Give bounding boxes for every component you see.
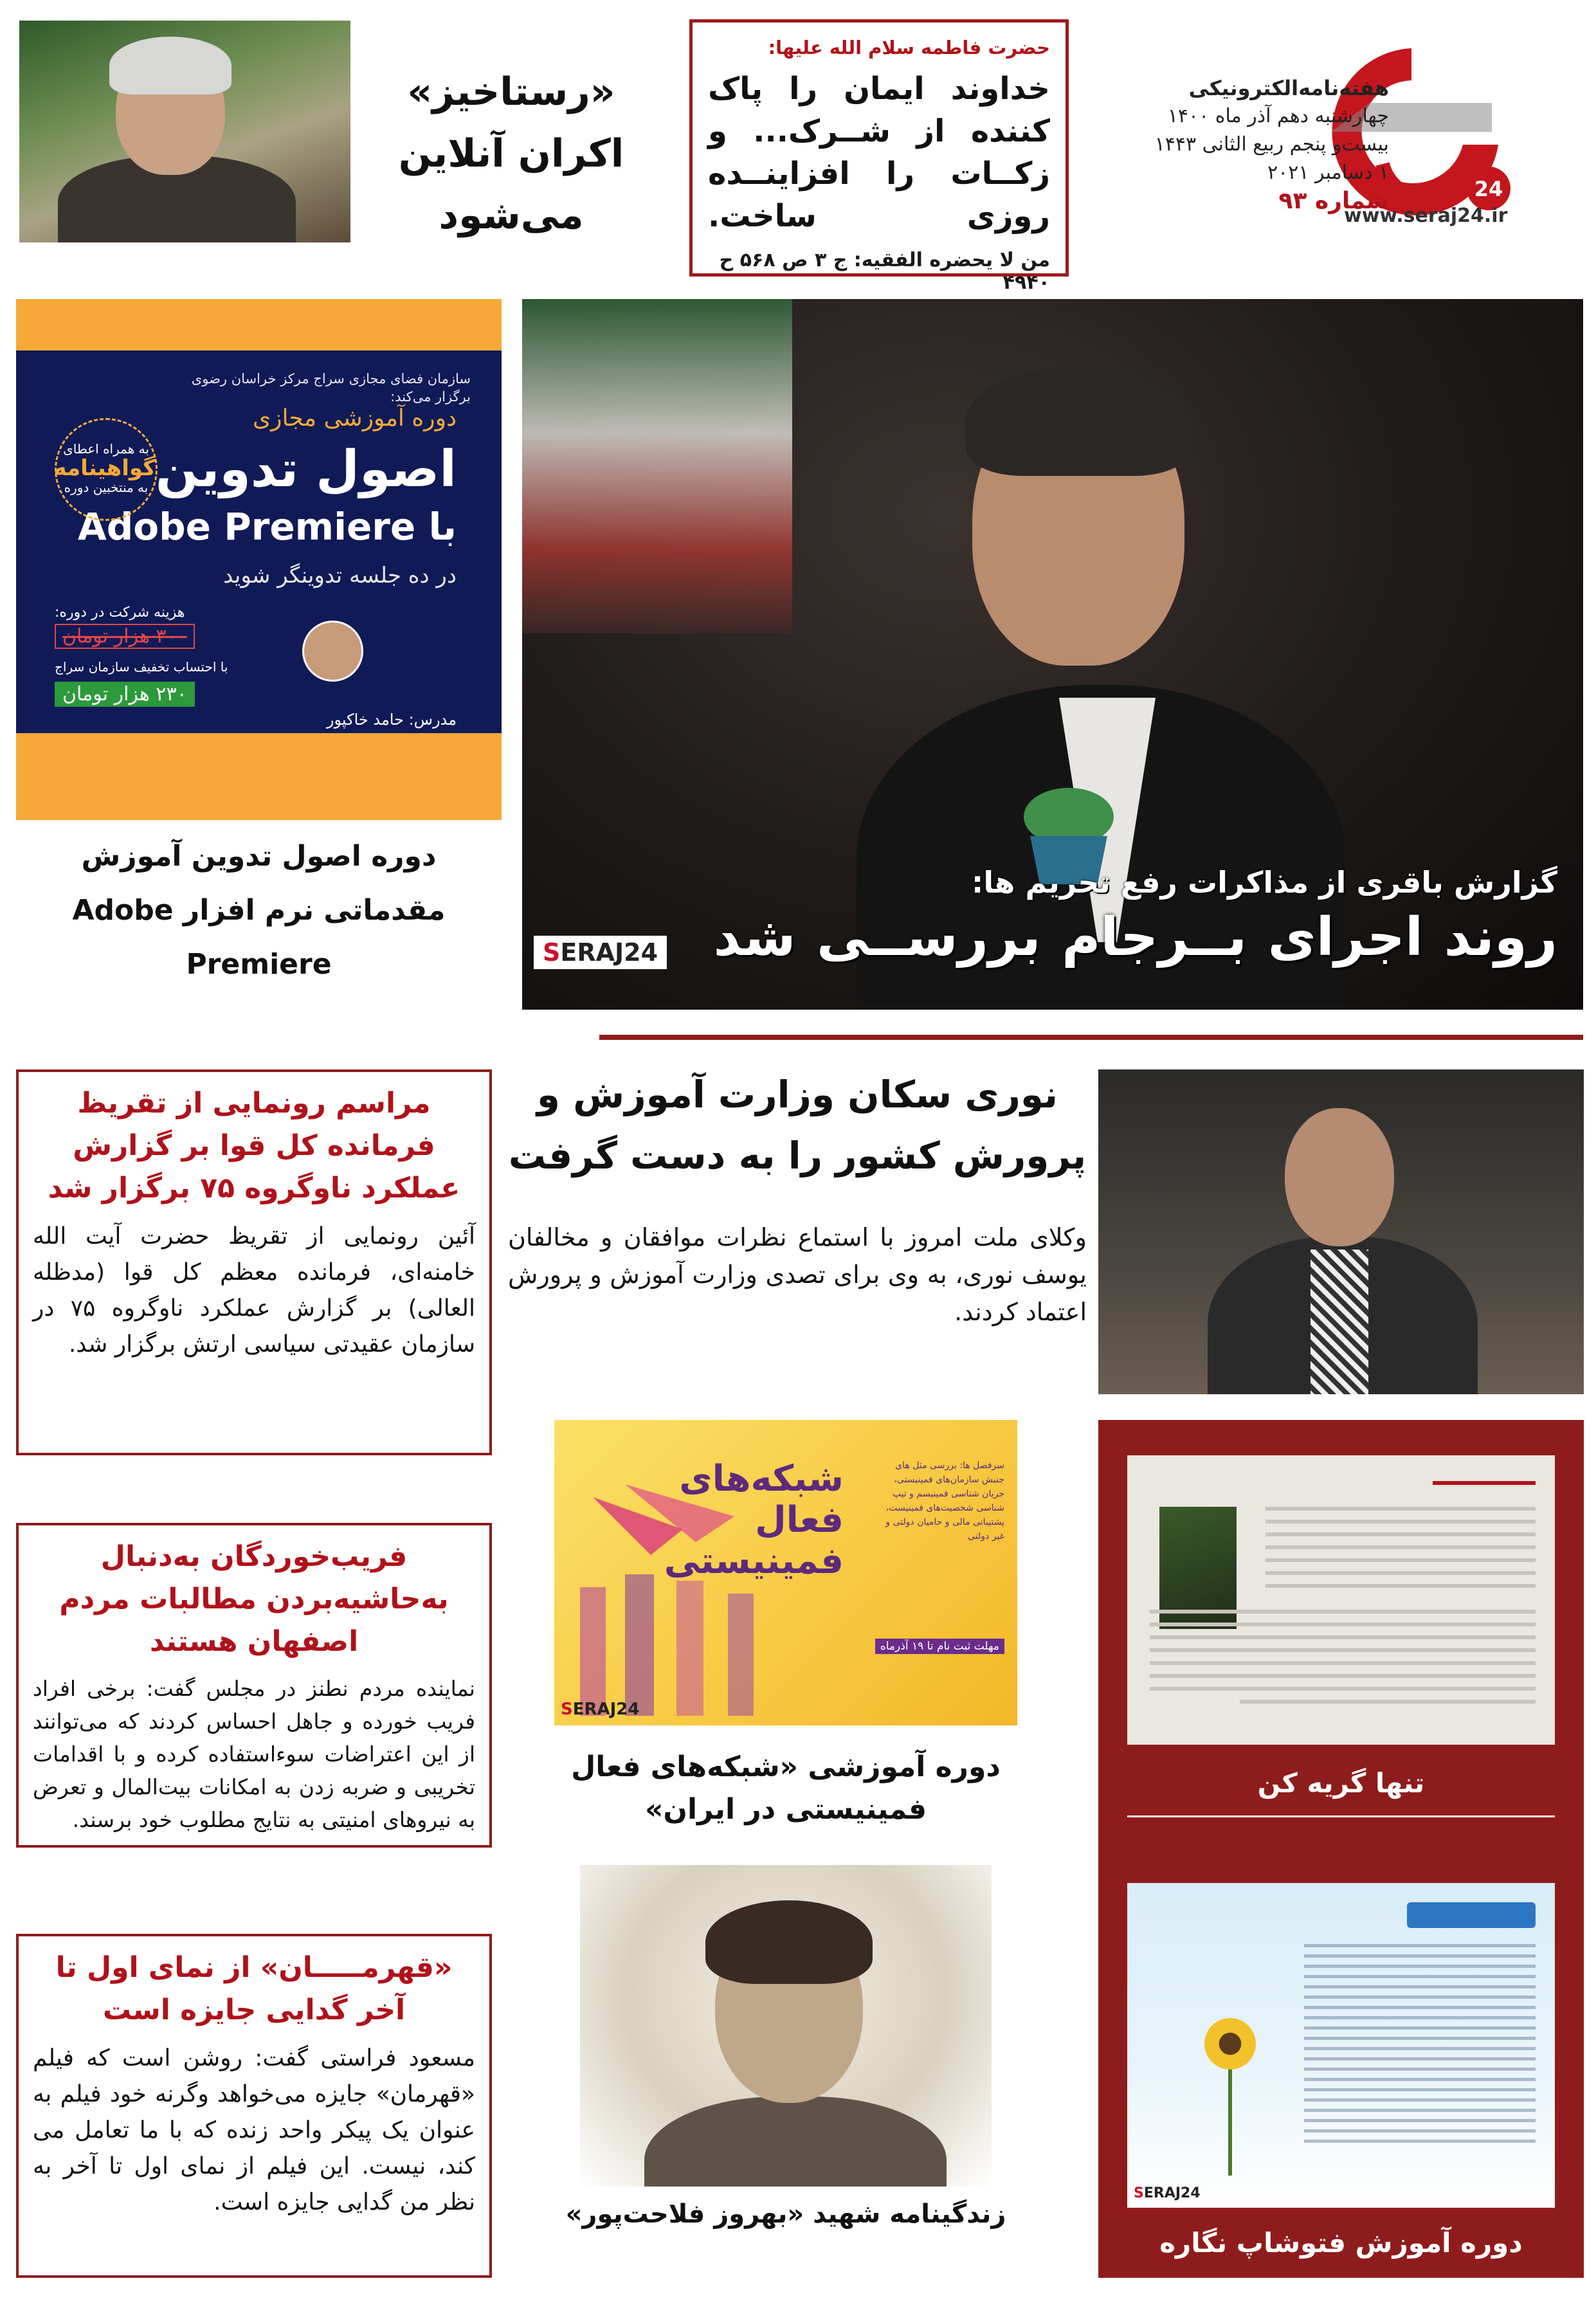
- photoshop-course-box[interactable]: [1098, 1825, 1584, 2278]
- teacher-name: مدرس: حامد خاکپور: [326, 711, 457, 729]
- feminism-course-poster[interactable]: [554, 1420, 1017, 1725]
- hadith-text: خداوند ایمان را پاک کننده از شــرک... و زکــات را افزاینــده روزی ساخت.: [708, 71, 1050, 234]
- news-box-isfahan[interactable]: [16, 1523, 492, 1848]
- news-box-ghahreman[interactable]: [16, 1934, 492, 2278]
- fee-label: هزینه شرکت در دوره:: [55, 605, 185, 621]
- feminism-poster-title: شبکه‌های فعال فمینیستی: [664, 1458, 844, 1582]
- martyr-portrait[interactable]: [580, 1865, 992, 2187]
- poster-publisher: سازمان فضای مجازی سراج مرکز خراسان رضوی برگزار می‌کند:: [191, 371, 471, 405]
- right-column-divider: [1127, 1815, 1555, 1817]
- premiere-course-poster[interactable]: [16, 299, 502, 820]
- feminism-poster-topics: سرفصل ها: بررسی مثل های جنبش سازمان‌های فمینیستی، جریان شناسی فمینیسم و تیپ شناسی شخصیت‌های فمینیست، پشتیبانی مالی و حامیان دولتی و غیر دولتی: [885, 1460, 1004, 1542]
- sunflower-icon: [1204, 2018, 1256, 2069]
- hero-headline: روند اجرای بــرجام بررســی شد: [713, 907, 1557, 968]
- seraj24-watermark: SERAJ24: [534, 936, 667, 969]
- hadith-source: حضرت فاطمه سلام الله علیها:: [768, 37, 1050, 59]
- news-title: مراسم رونمایی از تقریظ فرمانده کل قوا بر گزارش عملکرد ناوگروه ۷۵ برگزار شد: [48, 1087, 460, 1205]
- feminism-caption[interactable]: دوره آموزشی «شبکه‌های فعال فمینیستی در ایران»: [571, 1751, 1001, 1826]
- hero-kicker: گزارش باقری از مذاکرات رفع تحریم ها:: [971, 865, 1557, 900]
- cry-book-box[interactable]: [1098, 1420, 1584, 1825]
- poster-subtitle: در ده جلسه تدوینگر شوید: [223, 563, 457, 588]
- fee-old: ۳۰۰ هزار تومان: [55, 624, 195, 649]
- poster-title-2: با Adobe Premiere: [77, 505, 457, 549]
- iran-flag: [522, 299, 792, 633]
- certificate-badge: به همراه اعطای گواهینامه به منتخبین دوره: [55, 418, 158, 521]
- masthead-date: چهارشنبه دهم آذر ماه ۱۴۰۰: [1167, 105, 1389, 127]
- photoshop-caption: دوره آموزش فتوشاپ نگاره: [1159, 2227, 1523, 2259]
- news-title: فریب‌خوردگان به‌دنبال به‌حاشیه‌بردن مطالبات مردم اصفهان هستند: [59, 1540, 449, 1658]
- nouri-photo[interactable]: [1098, 1069, 1584, 1394]
- site-url[interactable]: www.seraj24.ir: [1344, 205, 1508, 227]
- news-body: مسعود فراستی گفت: روشن است که فیلم «قهرمان» جایزه می‌خواهد وگرنه خود فیلم به عنوان یک پیکر واحد زنده که با ما تعامل می کند، نیست. این فیلم از نمای اول تا آخر به نظر من گدایی جایزه است.: [33, 2045, 475, 2215]
- masthead: [1119, 74, 1389, 215]
- seraj24-watermark: SERAJ24: [561, 1700, 640, 1719]
- nouri-headline[interactable]: نوری سکان وزارت آموزش و پرورش کشور را به دست گرفت: [508, 1073, 1087, 1178]
- news-body: آئین رونمایی از تقریظ حضرت آیت الله خامنه‌ای، فرمانده معظم کل قوا (مدظله العالی) بر گزارش عملکرد ناوگروه ۷۵ در سازمان عقیدتی سیاسی ارتش برگزار شد.: [33, 1223, 476, 1358]
- nouri-body: وکلای ملت امروز با استماع نظرات موافقان و مخالفان یوسف نوری، به وی برای تصدی وزارت آموزش و پرورش اعتماد کردند.: [508, 1223, 1087, 1326]
- news-body: نماینده مردم نطنز در مجلس گفت: برخی افراد فریب خورده و جاهل احساس کردند که می‌توانند از این اعتراضات سوءاستفاده کرده و با اقدامات تخریبی و ضربه زدن به امکانات بیت‌المال و تعرض به نیروهای امنیتی به نتایج مطلوب خود برسند.: [33, 1676, 475, 1832]
- hero-photo[interactable]: [522, 299, 1583, 1010]
- photoshop-poster: [1127, 1883, 1555, 2208]
- poster-course-label: دوره آموزشی مجازی: [252, 405, 457, 432]
- rastakhiz-headline[interactable]: «رستاخیز» اکران آنلاین می‌شود: [398, 69, 624, 238]
- masthead-gregorian-date: ۱ دسامبر ۲۰۲۱: [1267, 161, 1389, 184]
- fee-note: با احتساب تخفیف سازمان سراج: [55, 659, 228, 675]
- martyr-caption[interactable]: زندگینامه شهید «بهروز فلاحت‌پور»: [565, 2199, 1006, 2229]
- svg-text:24: 24: [1474, 177, 1503, 201]
- poster-title: اصول تدوین: [155, 441, 457, 498]
- seraj24-watermark: SERAJ24: [1134, 2185, 1201, 2201]
- teacher-avatar: [302, 621, 363, 682]
- fee-new: ۲۳۰ هزار تومان: [55, 682, 195, 707]
- section-divider: [599, 1035, 1583, 1040]
- cry-caption: تنها گریه کن: [1257, 1767, 1425, 1799]
- feminism-poster-deadline: مهلت ثبت نام تا ۱۹ آذرماه: [875, 1639, 1004, 1654]
- news-box-navgroup[interactable]: [16, 1069, 492, 1455]
- cry-book-page: [1127, 1455, 1555, 1745]
- masthead-hijri-date: بیست‌و پنجم ربیع الثانی ۱۴۴۳: [1154, 133, 1389, 156]
- hadith-reference: من لا یحضره الفقیه: ج ۳ ص ۵۶۸ ح ۴۹۴۰: [719, 249, 1050, 294]
- premiere-caption[interactable]: دوره اصول تدوین آموزش مقدماتی نرم افزار Adobe Premiere: [72, 840, 446, 981]
- masthead-title: هفته‌نامه‌الکترونیکی: [1188, 76, 1389, 100]
- issue-number: شماره ۹۳: [1278, 188, 1389, 214]
- actor-photo[interactable]: [19, 21, 350, 242]
- news-title: «قهرمـــــان» از نمای اول تا آخر گدایی جایزه است: [55, 1951, 453, 2026]
- hadith-box: [689, 19, 1069, 294]
